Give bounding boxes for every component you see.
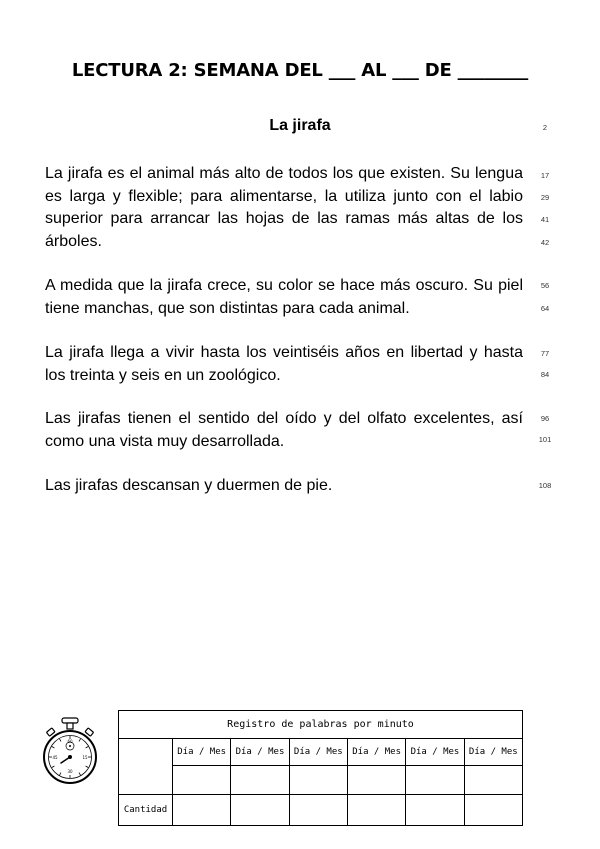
date-entry-cell[interactable] bbox=[406, 766, 464, 795]
date-header: Día / Mes bbox=[289, 739, 347, 766]
table-title: Registro de palabras por minuto bbox=[119, 711, 523, 739]
word-count: 2 bbox=[542, 123, 548, 132]
word-count: 77 bbox=[540, 349, 550, 358]
word-count: 56 bbox=[540, 281, 550, 290]
paragraph-3: La jirafa llega a vivir hasta los veintiséis años en libertad y hasta los treinta y seis en un zoológico. bbox=[45, 344, 523, 384]
date-header: Día / Mes bbox=[231, 739, 289, 766]
date-entry-cell[interactable] bbox=[347, 766, 405, 795]
date-entry-cell[interactable] bbox=[173, 766, 231, 795]
count-entry-cell[interactable] bbox=[289, 795, 347, 826]
date-header: Día / Mes bbox=[347, 739, 405, 766]
count-entry-cell[interactable] bbox=[347, 795, 405, 826]
word-count: 41 bbox=[540, 215, 550, 224]
row-label: Cantidad bbox=[119, 795, 173, 826]
dial-label: 45 bbox=[52, 755, 58, 760]
paragraph-1: La jirafa es el animal más alto de todos los que existen. Su lengua es larga y flexible; para alimentarse, la utiliza junto con el labio superior para arrancar las hojas de las ramas más altas de los árboles. bbox=[45, 165, 523, 250]
word-count: 64 bbox=[540, 304, 550, 313]
date-header: Día / Mes bbox=[406, 739, 464, 766]
paragraph-5: Las jirafas descansan y duermen de pie. bbox=[45, 477, 333, 494]
word-count: 101 bbox=[538, 435, 552, 444]
count-entry-cell[interactable] bbox=[173, 795, 231, 826]
dial-label: 15 bbox=[82, 755, 88, 760]
date-header: Día / Mes bbox=[464, 739, 522, 766]
count-entry-cell[interactable] bbox=[406, 795, 464, 826]
dial-label: 30 bbox=[67, 769, 73, 774]
dial-label: 60 bbox=[67, 739, 73, 744]
word-count: 17 bbox=[540, 171, 550, 180]
paragraph-4: Las jirafas tienen el sentido del oído y del olfato excelentes, así como una vista muy desarrollada. bbox=[45, 410, 523, 450]
page-heading: LECTURA 2: SEMANA DEL ___ AL ___ DE ________ bbox=[71, 60, 529, 81]
count-entry-cell[interactable] bbox=[231, 795, 289, 826]
stopwatch-icon bbox=[40, 717, 100, 792]
words-per-minute-table bbox=[118, 710, 523, 826]
date-entry-cell[interactable] bbox=[231, 766, 289, 795]
word-count: 108 bbox=[538, 481, 552, 490]
paragraph-2: A medida que la jirafa crece, su color se hace más oscuro. Su piel tiene manchas, que son distintas para cada animal. bbox=[45, 277, 523, 317]
word-count: 29 bbox=[540, 193, 550, 202]
word-count: 96 bbox=[540, 414, 550, 423]
table-corner-cell bbox=[119, 739, 173, 795]
word-count: 84 bbox=[540, 370, 550, 379]
date-header: Día / Mes bbox=[173, 739, 231, 766]
date-entry-cell[interactable] bbox=[464, 766, 522, 795]
story-title: La jirafa bbox=[269, 117, 331, 134]
word-count: 42 bbox=[540, 238, 550, 247]
date-entry-cell[interactable] bbox=[289, 766, 347, 795]
count-entry-cell[interactable] bbox=[464, 795, 522, 826]
